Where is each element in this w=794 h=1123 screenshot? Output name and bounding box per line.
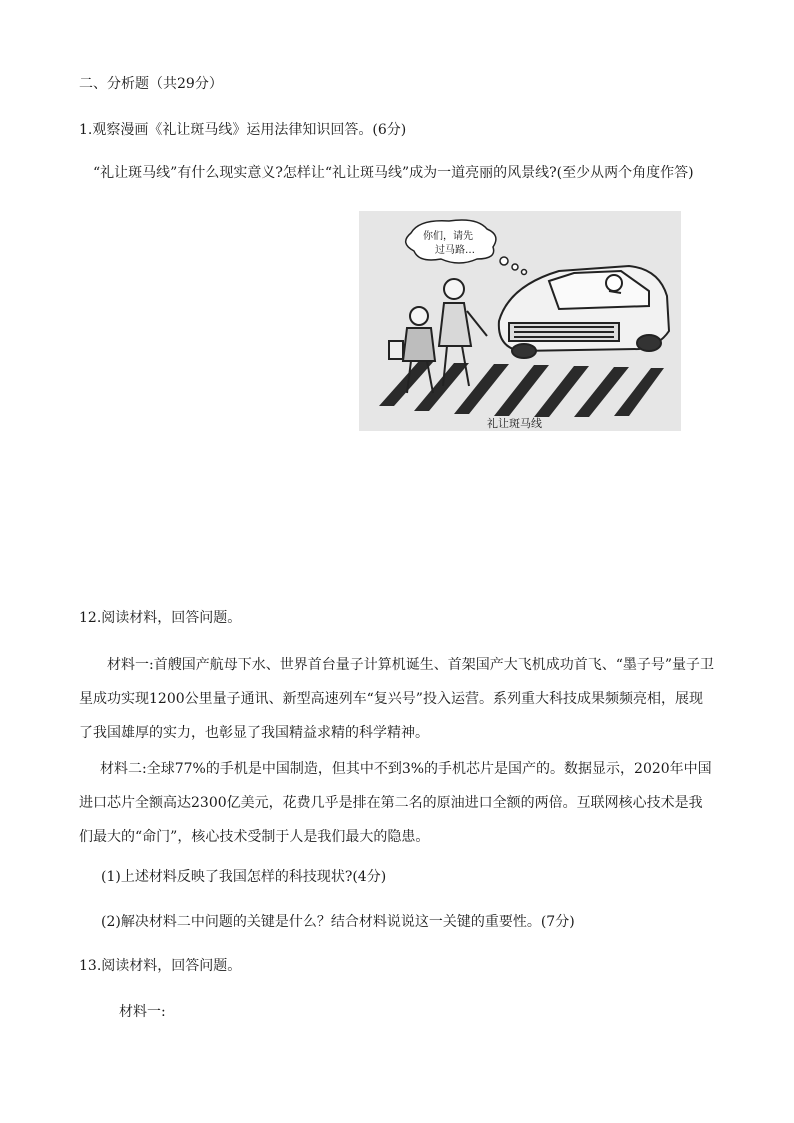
question-12-title: 12.阅读材料，回答问题。	[79, 610, 242, 626]
speech-bubble-line2: 过马路…	[435, 245, 475, 256]
speech-bubble-line1: 你们，请先	[423, 231, 473, 242]
question-1-title: 1.观察漫画《礼让斑马线》运用法律知识回答。(6分)	[79, 122, 407, 138]
question-12-material-1: 材料一:首艘国产航母下水、世界首台量子计算机诞生、首架国产大飞机成功首飞、“墨子号”量子卫星成功实现1200公里量子通讯、新型高速列车“复兴号”投入运营。系列重大科技成果频频亮相，展现了我国雄厚的实力，也彰显了我国精益求精的科学精神。	[79, 657, 715, 741]
question-12-sub-1: (1)上述材料反映了我国怎样的科技现状?(4分)	[101, 869, 387, 885]
cartoon-image	[359, 211, 681, 431]
question-13-title: 13.阅读材料，回答问题。	[79, 958, 242, 974]
question-1-prompt: “礼让斑马线”有什么现实意义?怎样让“礼让斑马线”成为一道亮丽的风景线?(至少从两个角度作答)	[93, 165, 694, 181]
question-12-sub-2: (2)解决材料二中问题的关键是什么？结合材料说说这一关键的重要性。(7分)	[101, 914, 575, 930]
section-heading: 二、分析题（共29分）	[79, 76, 223, 92]
question-13-material-1-label: 材料一:	[119, 1004, 166, 1020]
question-12-material-2: 材料二:全球77%的手机是中国制造，但其中不到3%的手机芯片是国产的。数据显示，2020年中国进口芯片全额高达2300亿美元，花费几乎是排在第二名的原油进口全额的两倍。互联网核心技术是我们最大的“命门”，核心技术受制于人是我们最大的隐患。	[79, 761, 712, 845]
cartoon-caption: 礼让斑马线	[487, 417, 542, 430]
